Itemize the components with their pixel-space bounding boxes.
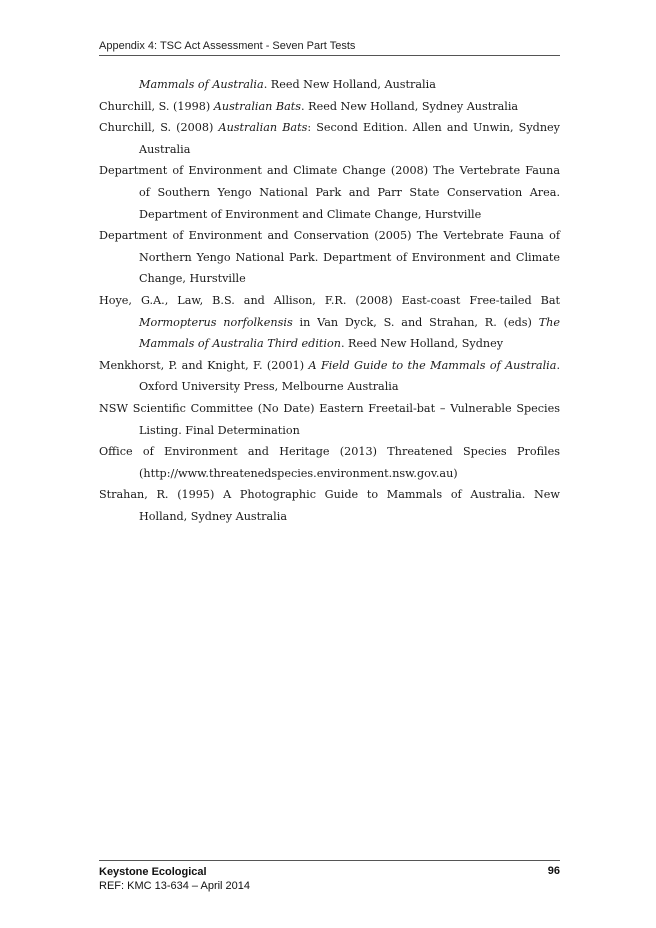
reference-text: : Second Edition. Allen and Unwin, Sydney Australia — [139, 121, 560, 156]
reference-text: NSW Scientific Committee (No Date) Eastern Freetail-bat – Vulnerable Species Listing. Final Determination — [99, 401, 560, 437]
reference-title: A Field Guide to the Mammals of Australia — [308, 358, 557, 372]
reference-text: . Reed New Holland, Australia — [263, 78, 436, 91]
reference-entry — [99, 355, 560, 398]
reference-title: Mammals of Australia — [139, 78, 264, 91]
page-header-title: Appendix 4: TSC Act Assessment - Seven Part Tests — [99, 40, 356, 52]
reference-text: Department of Environment and Conservation (2005) The Vertebrate Fauna of Northern Yengo National Park. Department of Environment and Climate Change, Hurstville — [99, 229, 560, 286]
reference-text: in Van Dyck, S. and Strahan, R. (eds) — [292, 315, 539, 329]
reference-entry — [99, 484, 560, 527]
reference-entry — [99, 398, 560, 441]
reference-list — [99, 74, 560, 527]
reference-text: . Oxford University Press, Melbourne Australia — [139, 358, 560, 394]
reference-text: Churchill, S. (1998) — [99, 99, 214, 113]
reference-entry — [99, 74, 560, 96]
reference-entry — [99, 290, 560, 355]
reference-title: Mormopterus norfolkensis — [139, 315, 293, 329]
reference-entry — [99, 117, 560, 160]
reference-title: Australian Bats — [213, 99, 302, 113]
footer-reference: REF: KMC 13-634 – April 2014 — [99, 880, 251, 892]
reference-text: Menkhorst, P. and Knight, F. (2001) — [99, 358, 309, 372]
reference-entry — [99, 160, 560, 225]
reference-text: . Reed New Holland, Sydney — [340, 337, 504, 351]
reference-text: Office of Environment and Heritage (2013) Threatened Species Profiles (http://www.threatenedspecies.environment.nsw.gov.au) — [99, 445, 560, 480]
reference-entry — [99, 225, 560, 290]
reference-title: Australian Bats — [218, 121, 308, 135]
footer-divider — [99, 860, 560, 861]
footer-company: Keystone Ecological — [99, 866, 207, 878]
reference-text: Churchill, S. (2008) — [99, 121, 219, 135]
reference-text: Department of Environment and Climate Change (2008) The Vertebrate Fauna of Southern Yengo National Park and Parr State Conservation Area. Department of Environment and Climate Change, Hurstville — [99, 164, 560, 221]
reference-text: . Reed New Holland, Sydney Australia — [301, 99, 519, 113]
page-number: 96 — [547, 865, 560, 877]
reference-text: Hoye, G.A., Law, B.S. and Allison, F.R. (2008) East-coast Free-tailed Bat — [99, 293, 560, 307]
footer-info — [99, 865, 250, 893]
reference-title: The Mammals of Australia Third edition — [139, 315, 560, 351]
reference-entry — [99, 96, 560, 118]
reference-text: Strahan, R. (1995) A Photographic Guide to Mammals of Australia. New Holland, Sydney Australia — [99, 488, 560, 523]
header-divider — [99, 55, 560, 56]
reference-entry — [99, 441, 560, 484]
